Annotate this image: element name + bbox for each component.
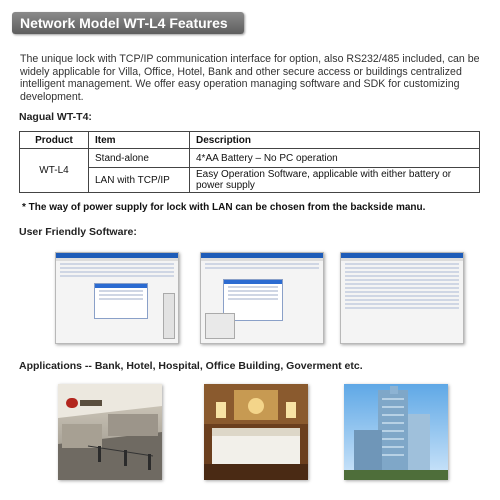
office-building-photo xyxy=(344,384,448,480)
product-cell: WT-L4 xyxy=(20,149,89,193)
item-cell: LAN with TCP/IP xyxy=(89,168,190,193)
power-supply-note: * The way of power supply for lock with LAN can be chosen from the backside manu. xyxy=(22,202,426,213)
table-row xyxy=(20,149,480,168)
hotel-room-photo xyxy=(204,384,308,480)
column-header-description: Description xyxy=(190,132,480,149)
section-title: Network Model WT-L4 Features xyxy=(12,12,244,34)
column-header-item: Item xyxy=(89,132,190,149)
software-screenshot xyxy=(55,252,179,344)
description-cell: 4*AA Battery – No PC operation xyxy=(190,149,480,168)
software-heading: User Friendly Software: xyxy=(19,226,137,238)
column-header-product: Product xyxy=(20,132,89,149)
applications-heading: Applications -- Bank, Hotel, Hospital, Office Building, Goverment etc. xyxy=(19,360,363,372)
software-screenshot xyxy=(200,252,324,344)
model-heading: Nagual WT-T4: xyxy=(19,111,92,123)
intro-paragraph: The unique lock with TCP/IP communication interface for option, also RS232/485 included, can be widely applicable for Villa, Office, Hotel, Bank and other secure access or buildings centralized intelligent management. We offer easy operation managing software and SDK for customizing development. xyxy=(20,53,480,103)
software-screenshot xyxy=(340,252,464,344)
description-cell: Easy Operation Software, applicable with either battery or power supply xyxy=(190,168,480,193)
feature-table xyxy=(19,131,480,193)
item-cell: Stand-alone xyxy=(89,149,190,168)
table-header-row xyxy=(20,132,480,149)
bank-interior-photo xyxy=(58,384,162,480)
table-row xyxy=(20,168,480,193)
